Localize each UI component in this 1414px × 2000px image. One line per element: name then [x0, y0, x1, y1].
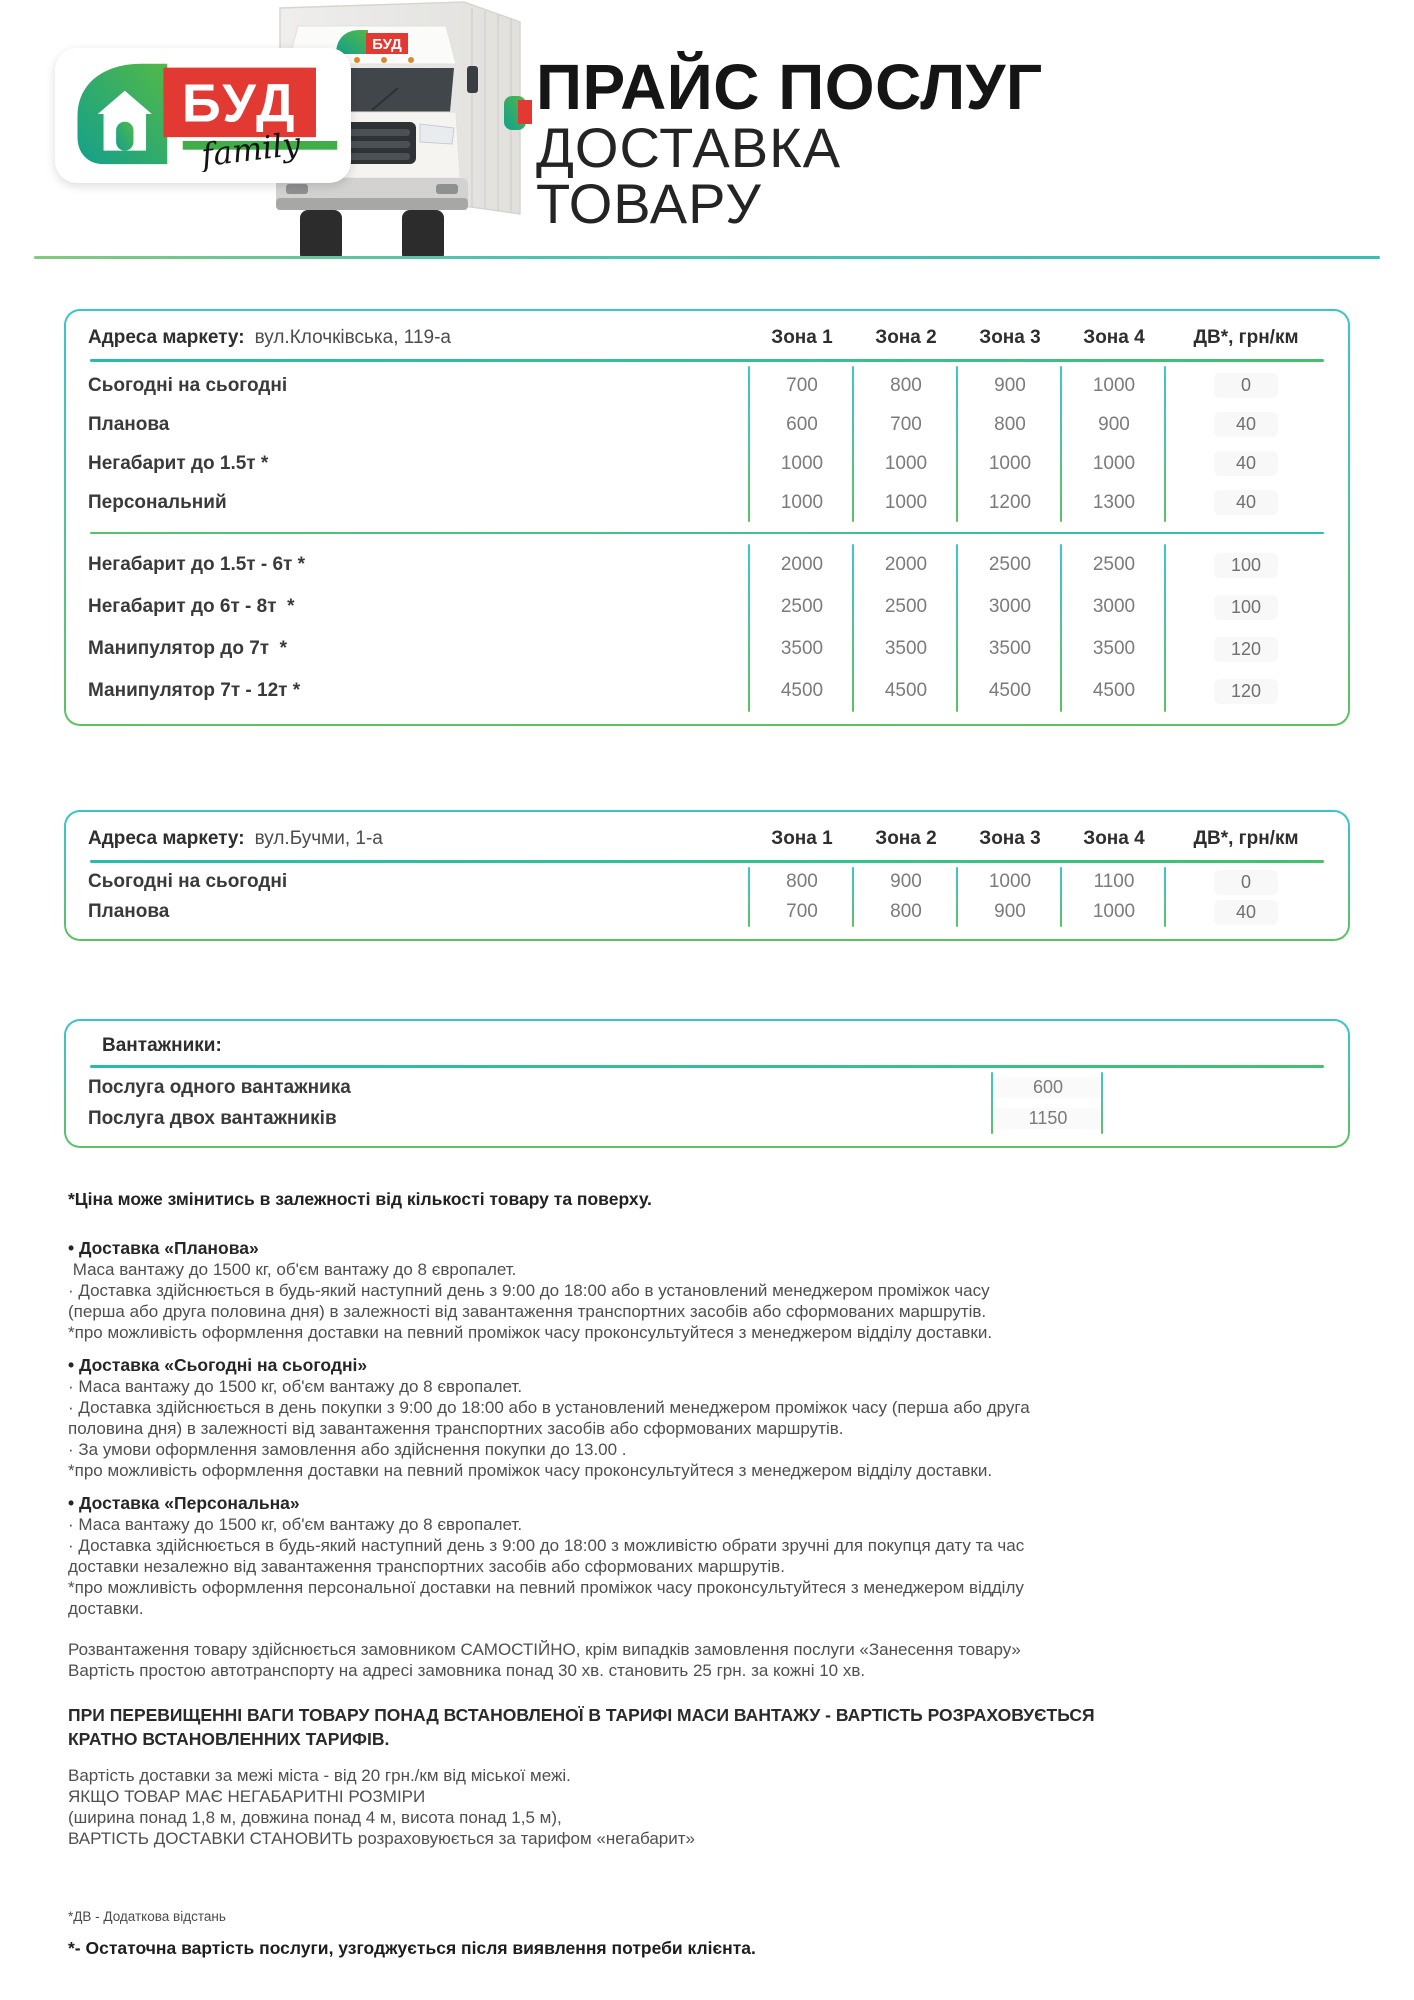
- row-label: Негабарит до 6т - 8т *: [88, 596, 295, 617]
- dv-value: 0: [1166, 870, 1326, 895]
- column-header-dv: ДВ*, грн/км: [1193, 327, 1299, 348]
- section-line: · Маса вантажу до 1500 кг, об'єм вантажу до 8 європалет.: [68, 1377, 523, 1396]
- column-divider: [1101, 1072, 1103, 1134]
- section-line: Маса вантажу до 1500 кг, об'єм вантажу до 8 європалет.: [68, 1260, 517, 1279]
- zone-value: 4500: [884, 680, 928, 701]
- logo-family-text: family: [199, 124, 303, 172]
- dv-value: 40: [1166, 412, 1326, 437]
- column-header-dv: ДВ*, грн/км: [1193, 828, 1299, 849]
- column-divider: [852, 544, 854, 712]
- loaders-table: [64, 1019, 1350, 1148]
- zone-value: 1200: [988, 491, 1032, 513]
- zone-value: 2500: [1092, 554, 1136, 575]
- table-header-row: [88, 818, 1326, 860]
- page-content: [0, 309, 1414, 1959]
- row-label: Сьогодні на сьогодні: [88, 871, 288, 892]
- notes-section: [64, 1188, 1350, 1959]
- delivery-personal-section: [68, 1493, 1346, 1619]
- row-label: Персональний: [88, 491, 227, 513]
- column-divider: [1060, 366, 1062, 522]
- section-line: *про можливість оформлення персональної доставки на певний проміжок часу проконсультуйтеся з менеджером відділу: [68, 1578, 1024, 1597]
- logo-house-icon: [77, 64, 167, 164]
- note-line: ПРИ ПЕРЕВИЩЕННІ ВАГИ ТОВАРУ ПОНАД ВСТАНОВЛЕНОЇ В ТАРИФІ МАСИ ВАНТАЖУ - ВАРТІСТЬ РОЗРАХОВУЄТЬСЯ: [68, 1705, 1095, 1725]
- table-row: [88, 483, 1326, 522]
- row-label: Манипулятор до 7т *: [88, 638, 288, 659]
- section-line: *про можливість оформлення доставки на певний проміжок часу проконсультуйтеся з менеджером відділу доставки.: [68, 1461, 993, 1480]
- dv-value: 40: [1166, 490, 1326, 515]
- logo-brand-text: БУД: [181, 73, 298, 134]
- zone-value: 4500: [1092, 680, 1136, 701]
- loaders-group: [88, 1068, 1326, 1138]
- table-row: [88, 670, 1326, 712]
- note-line: ВАРТІСТЬ ДОСТАВКИ СТАНОВИТЬ розраховуюється за тарифом «негабарит»: [68, 1829, 695, 1848]
- zone-value: 1000: [884, 491, 928, 513]
- zone-value: 1300: [1092, 491, 1136, 513]
- table-row: [88, 897, 1326, 927]
- zone-value: 800: [890, 901, 922, 922]
- zone-value: 2500: [780, 596, 824, 617]
- market-address-value: вул.Клочківська, 119-а: [254, 327, 451, 348]
- zone-value: 800: [890, 374, 922, 396]
- column-divider: [956, 867, 958, 927]
- row-label: Негабарит до 1.5т *: [88, 452, 269, 474]
- dv-value: 40: [1166, 900, 1326, 925]
- zone-value: 3500: [780, 638, 824, 659]
- dv-footnote: *ДВ - Додаткова відстань: [68, 1909, 226, 1924]
- column-divider: [956, 366, 958, 522]
- column-header-zone3: Зона 3: [979, 327, 1041, 348]
- dv-value: 120: [1166, 679, 1326, 704]
- loaders-header: Вантажники:: [102, 1035, 222, 1056]
- zone-value: 4500: [780, 680, 824, 701]
- column-divider: [1060, 867, 1062, 927]
- table-row: [88, 366, 1326, 405]
- zone-value: 3500: [1092, 638, 1136, 659]
- zone-value: 800: [786, 871, 818, 892]
- note-line: Вартість простою автотранспорту на адресі замовника понад 30 хв. становить 25 грн. за кожні 10 хв.: [68, 1661, 866, 1680]
- page-title: [536, 51, 1076, 235]
- column-header-zone2: Зона 2: [875, 828, 937, 849]
- column-divider: [1060, 544, 1062, 712]
- column-divider: [956, 544, 958, 712]
- dv-value: 40: [1166, 451, 1326, 476]
- section-line: · Доставка здійснюється в будь-який наступний день з 9:00 до 18:00 з можливістю обрати зручні для покупця дату та час: [68, 1536, 1025, 1555]
- zone-value: 4500: [988, 680, 1032, 701]
- row-label: Послуга двох вантажників: [88, 1107, 337, 1129]
- unloading-note: [68, 1639, 1346, 1681]
- price-change-note: *Ціна може змінитись в залежності від кількості товару та поверху.: [68, 1189, 652, 1209]
- outside-city-note: [68, 1765, 1346, 1849]
- note-line: Вартість доставки за межі міста - від 20 грн./км від міської межі.: [68, 1766, 571, 1785]
- column-divider: [748, 544, 750, 712]
- section-line: *про можливість оформлення доставки на певний проміжок часу проконсультуйтеся з менеджером відділу доставки.: [68, 1323, 993, 1342]
- table-row: [88, 1103, 1326, 1134]
- truck-logo-text: БУД: [372, 36, 402, 53]
- column-header-zone4: Зона 4: [1083, 828, 1145, 849]
- zone-value: 600: [786, 413, 818, 435]
- column-divider: [1164, 366, 1166, 522]
- column-header-zone1: Зона 1: [771, 327, 833, 348]
- row-label: Планова: [88, 413, 170, 435]
- zone-value: 1000: [780, 452, 824, 474]
- column-divider: [748, 366, 750, 522]
- row-label: Планова: [88, 901, 170, 922]
- row-label: Негабарит до 1.5т - 6т *: [88, 554, 306, 575]
- section-line: доставки.: [68, 1599, 144, 1618]
- zone-value: 700: [890, 413, 922, 435]
- note-line: КРАТНО ВСТАНОВЛЕННИХ ТАРИФІВ.: [68, 1729, 390, 1749]
- table-row: [88, 628, 1326, 670]
- delivery-today-section: [68, 1355, 1346, 1481]
- price-table-klochkivska: [64, 309, 1350, 726]
- section-line: · Маса вантажу до 1500 кг, об'єм вантажу до 8 європалет.: [68, 1515, 523, 1534]
- dv-value: 100: [1166, 553, 1326, 578]
- column-divider: [852, 366, 854, 522]
- dv-value: 120: [1166, 637, 1326, 662]
- truck-box-logo-icon: [504, 96, 532, 130]
- section-title: • Доставка «Персональна»: [68, 1493, 300, 1513]
- zone-value: 3500: [988, 638, 1032, 659]
- row-label: Послуга одного вантажника: [88, 1076, 351, 1098]
- zone-value: 900: [1098, 413, 1130, 435]
- price-table-buchmy: [64, 810, 1350, 941]
- column-divider: [852, 867, 854, 927]
- column-header-zone4: Зона 4: [1083, 327, 1145, 348]
- tariff-group-oversize: [88, 540, 1326, 716]
- table-row: [88, 867, 1326, 897]
- column-divider: [991, 1072, 993, 1134]
- column-divider: [1164, 544, 1166, 712]
- table-row: [88, 544, 1326, 586]
- zone-value: 2000: [780, 554, 824, 575]
- zone-value: 1000: [1092, 374, 1136, 396]
- note-line: Розвантаження товару здійснюється замовником САМОСТІЙНО, крім випадків замовлення послуги «Занесення товару»: [68, 1640, 1021, 1659]
- loader-price: 600: [993, 1077, 1103, 1098]
- zone-value: 2000: [884, 554, 928, 575]
- market-address-value: вул.Бучми, 1-а: [254, 828, 383, 849]
- zone-value: 1000: [988, 452, 1032, 474]
- header-divider: [34, 256, 1380, 259]
- zone-value: 1000: [884, 452, 928, 474]
- table-row: [88, 444, 1326, 483]
- market-address-label: Адреса маркету:: [88, 828, 245, 849]
- column-header-zone2: Зона 2: [875, 327, 937, 348]
- note-line: ЯКЩО ТОВАР МАЄ НЕГАБАРИТНІ РОЗМІРИ: [68, 1787, 426, 1806]
- section-title: • Доставка «Планова»: [68, 1238, 259, 1258]
- final-note: *- Остаточна вартість послуги, узгоджується після виявлення потреби клієнта.: [68, 1938, 756, 1958]
- row-label: Сьогодні на сьогодні: [88, 374, 288, 396]
- section-line: половина дня) в залежності від завантаження транспортних засобів або сформованих маршрутів.: [68, 1419, 844, 1438]
- title-line1: ПРАЙС ПОСЛУГ: [536, 51, 1043, 123]
- page-header: [0, 0, 1414, 259]
- section-line: (перша або друга половина дня) в залежності від завантаження транспортних засобів або сформованих маршрутів.: [68, 1302, 987, 1321]
- loader-price: 1150: [993, 1108, 1103, 1129]
- zone-value: 1000: [1092, 452, 1136, 474]
- dv-value: 0: [1166, 373, 1326, 398]
- zone-value: 1000: [988, 871, 1032, 892]
- table-row: [88, 405, 1326, 444]
- group-divider: [90, 532, 1324, 534]
- section-line: доставки незалежно від завантаження транспортних засобів або сформованих маршрутів.: [68, 1557, 785, 1576]
- zone-value: 2500: [988, 554, 1032, 575]
- truck-roof-logo-icon: [336, 30, 408, 54]
- zone-value: 1100: [1093, 871, 1135, 892]
- zone-value: 900: [994, 374, 1026, 396]
- column-header-zone3: Зона 3: [979, 828, 1041, 849]
- zone-value: 900: [890, 871, 922, 892]
- zone-value: 3500: [884, 638, 928, 659]
- column-divider: [1164, 867, 1166, 927]
- zone-value: 1000: [780, 491, 824, 513]
- section-title: • Доставка «Сьогодні на сьогодні»: [68, 1355, 368, 1375]
- title-line2: ДОСТАВКА ТОВАРУ: [536, 116, 842, 235]
- table-row: [88, 586, 1326, 628]
- table-row: [88, 1072, 1326, 1103]
- section-line: · Доставка здійснюється в будь-який наступний день з 9:00 до 18:00 або в установлений менеджером проміжок часу: [68, 1281, 990, 1300]
- column-header-zone1: Зона 1: [771, 828, 833, 849]
- column-divider: [748, 867, 750, 927]
- tariff-group: [88, 863, 1326, 931]
- note-line: (ширина понад 1,8 м, довжина понад 4 м, висота понад 1,5 м),: [68, 1808, 562, 1827]
- zone-value: 3000: [988, 596, 1032, 617]
- market-address-label: Адреса маркету:: [88, 327, 245, 348]
- section-line: · Доставка здійснюється в день покупки з 9:00 до 18:00 або в установлений менеджером проміжок часу (перша або друга: [68, 1398, 1030, 1417]
- table-header-row: [88, 1027, 1326, 1065]
- zone-value: 700: [786, 901, 818, 922]
- row-label: Манипулятор 7т - 12т *: [88, 680, 301, 701]
- dv-value: 100: [1166, 595, 1326, 620]
- zone-value: 700: [786, 374, 818, 396]
- brand-logo: [55, 48, 351, 183]
- tariff-group-standard: [88, 362, 1326, 526]
- zone-value: 900: [994, 901, 1026, 922]
- section-line: · За умови оформлення замовлення або здійснення покупки до 13.00 .: [68, 1440, 627, 1459]
- zone-value: 2500: [884, 596, 928, 617]
- overweight-note: [68, 1703, 1346, 1751]
- zone-value: 1000: [1092, 901, 1136, 922]
- zone-value: 3000: [1092, 596, 1136, 617]
- zone-value: 800: [994, 413, 1026, 435]
- table-header-row: [88, 317, 1326, 359]
- delivery-planova-section: [68, 1238, 1346, 1343]
